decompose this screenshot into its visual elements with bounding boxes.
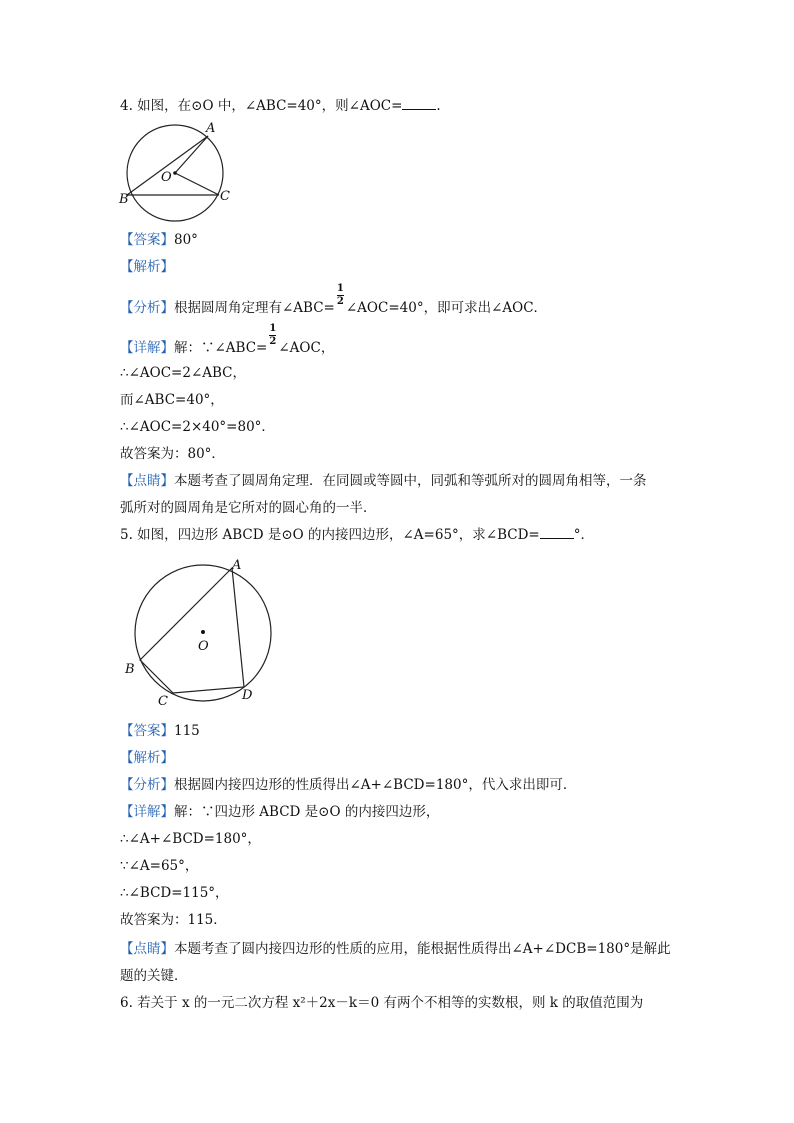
q5-step3: ∴∠BCD=115°，	[120, 885, 229, 901]
q4-chord-BA	[127, 136, 208, 195]
q5-comment	[120, 940, 671, 958]
q4-answer-line	[120, 231, 198, 249]
q5-answer: 115	[174, 723, 200, 739]
q5-quadrilateral-ABCD	[140, 568, 244, 693]
q5-answer-tag: 【答案】	[120, 723, 174, 739]
q5-question-text: 5. 如图，四边形 ABCD 是⊙O 的内接四边形，∠A=65°，求∠BCD=	[120, 527, 540, 543]
q4-question-end: .	[436, 98, 441, 114]
fraction-denominator: 2	[269, 336, 277, 347]
q5-comment-line1: 本题考查了圆内接四边形的性质的应用，能根据性质得出∠A+∠DCB=180°是解此	[174, 941, 671, 957]
q4-comment-line1: 本题考查了圆周角定理．在同圆或等圆中，同弧和等弧所对的圆周角相等，一条	[174, 473, 647, 489]
q6-question: 6. 若关于 x 的一元二次方程 x²＋2x－k＝0 有两个不相等的实数根，则 k 的取值范围为	[120, 995, 644, 1011]
q4-comment-line2: 弧所对的圆周角是它所对的圆心角的一半．	[120, 500, 377, 516]
q4-analysis-tag: 【分析】	[120, 300, 174, 316]
q5-question	[120, 526, 594, 544]
q5-comment-line2: 题的关键．	[120, 968, 188, 984]
q4-detail-pre: 解：∵∠ABC=	[174, 340, 268, 356]
q5-detail	[120, 803, 439, 821]
q4-detail-fraction	[268, 323, 277, 352]
q4-label-C: C	[220, 189, 230, 204]
q4-center-point	[173, 171, 177, 175]
q5-label-A: A	[232, 558, 242, 573]
q4-step3: ∴∠AOC=2×40°=80°．	[120, 419, 275, 435]
q5-answer-blank	[540, 526, 574, 539]
q4-analysis-post: ∠AOC=40°，即可求出∠AOC．	[345, 300, 548, 316]
fraction-denominator: 2	[336, 296, 344, 307]
q5-question-end: °．	[573, 527, 594, 543]
q5-jiexi-tag: 【解析】	[120, 750, 174, 766]
q4-answer-blank	[402, 97, 436, 110]
q4-circle-diagram	[115, 118, 245, 228]
q4-final: 故答案为：80°．	[120, 446, 225, 462]
q4-detail-post: ∠AOC，	[278, 340, 335, 356]
q5-analysis-tag: 【分析】	[120, 777, 174, 793]
q4-jiexi	[120, 258, 174, 276]
q5-center-point	[201, 630, 205, 634]
q4-label-O: O	[161, 170, 172, 185]
q4-radius-OC	[175, 173, 219, 195]
q4-comment	[120, 472, 647, 490]
q4-analysis	[120, 283, 548, 317]
q5-answer-line	[120, 722, 200, 740]
q4-detail	[120, 323, 335, 357]
q4-question-text: 4. 如图，在⊙O 中，∠ABC=40°，则∠AOC=	[120, 98, 403, 114]
q4-analysis-fraction	[336, 283, 345, 312]
fraction-numerator: 1	[269, 323, 277, 334]
q5-step2: ∵∠A=65°，	[120, 858, 199, 874]
q5-analysis-text: 根据圆内接四边形的性质得出∠A+∠BCD=180°，代入求出即可．	[174, 777, 577, 793]
q4-jiexi-tag: 【解析】	[120, 259, 174, 275]
fraction-numerator: 1	[336, 283, 344, 294]
q5-comment-tag: 【点睛】	[120, 941, 174, 957]
q4-comment-tag: 【点睛】	[120, 473, 174, 489]
q4-question	[120, 97, 441, 115]
q5-detail-tag: 【详解】	[120, 804, 174, 820]
q5-analysis	[120, 776, 576, 794]
q4-answer: 80°	[174, 232, 198, 248]
q5-label-B: B	[125, 662, 135, 677]
q4-step2: 而∠ABC=40°，	[120, 392, 224, 408]
q5-label-D: D	[242, 688, 253, 703]
q5-jiexi	[120, 749, 174, 767]
q5-step1: ∴∠A+∠BCD=180°，	[120, 831, 261, 847]
q5-label-O: O	[198, 639, 209, 654]
q4-label-A: A	[206, 121, 216, 136]
q4-answer-tag: 【答案】	[120, 232, 174, 248]
q4-step1: ∴∠AOC=2∠ABC，	[120, 365, 247, 381]
q4-analysis-pre: 根据圆周角定理有∠ABC=	[174, 300, 335, 316]
q4-radius-OA	[175, 136, 208, 173]
q5-label-C: C	[158, 694, 168, 709]
q5-detail-text: 解：∵四边形 ABCD 是⊙O 的内接四边形，	[174, 804, 440, 820]
q5-final: 故答案为：115．	[120, 912, 227, 928]
q4-detail-tag: 【详解】	[120, 340, 174, 356]
q5-circle-diagram	[118, 555, 283, 710]
q4-label-B: B	[119, 192, 129, 207]
